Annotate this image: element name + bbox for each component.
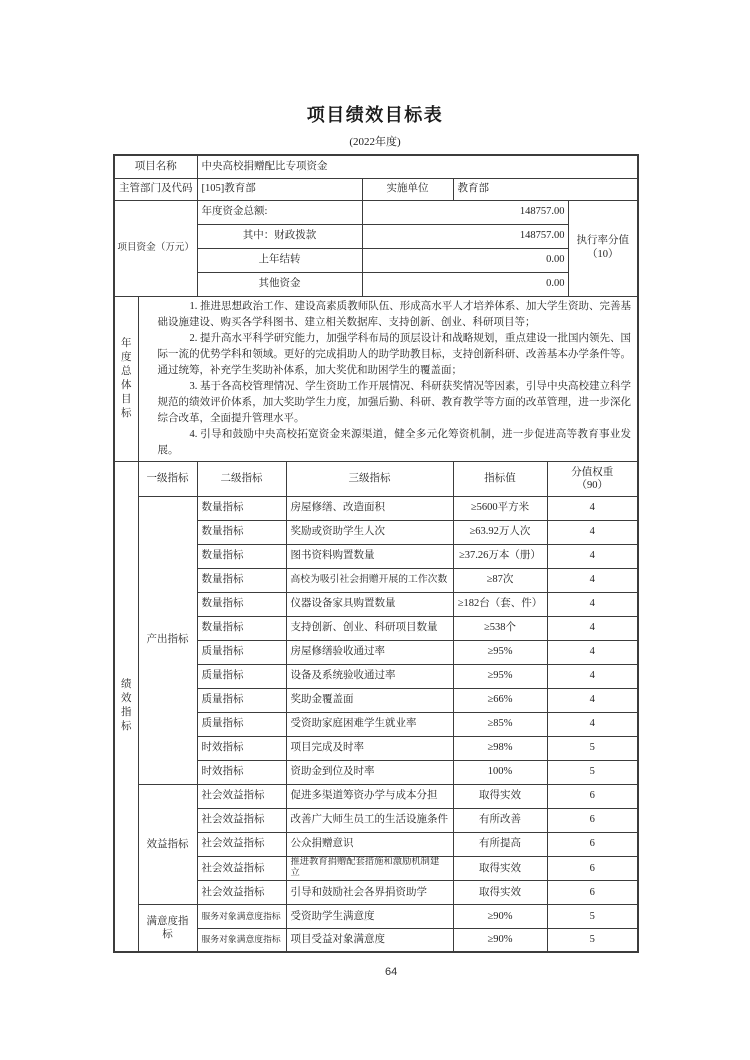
weight-cell: 6 (547, 808, 638, 832)
fund-value-carryover: 0.00 (362, 248, 568, 272)
level2-cell: 时效指标 (197, 736, 286, 760)
value-cell: ≥85% (453, 712, 547, 736)
department-value: [105]教育部 (197, 178, 362, 200)
value-cell: ≥98% (453, 736, 547, 760)
value-cell: 有所改善 (453, 808, 547, 832)
project-name-label: 项目名称 (114, 155, 197, 178)
impl-unit-label: 实施单位 (362, 178, 453, 200)
funds-label: 项目资金（万元） (114, 200, 197, 296)
level3-cell: 房屋修缮验收通过率 (286, 640, 453, 664)
level3-cell: 资助金到位及时率 (286, 760, 453, 784)
value-cell: ≥87次 (453, 568, 547, 592)
fund-value-fiscal: 148757.00 (362, 224, 568, 248)
level3-cell: 项目完成及时率 (286, 736, 453, 760)
level3-cell: 支持创新、创业、科研项目数量 (286, 616, 453, 640)
indicator-row (114, 496, 638, 520)
level3-cell: 促进多渠道筹资办学与成本分担 (286, 784, 453, 808)
weight-cell: 4 (547, 520, 638, 544)
indicator-header-row (114, 461, 638, 496)
project-name-value: 中央高校捐赠配比专项资金 (197, 155, 638, 178)
header-weight: 分值权重 （90） (547, 461, 638, 496)
weight-cell: 6 (547, 784, 638, 808)
department-label: 主管部门及代码 (114, 178, 197, 200)
value-cell: ≥63.92万人次 (453, 520, 547, 544)
execution-score-line2: （10） (587, 249, 619, 260)
level2-cell: 数量指标 (197, 568, 286, 592)
value-cell: ≥90% (453, 928, 547, 952)
level2-cell: 社会效益指标 (197, 856, 286, 880)
indicators-side-label: 绩效 指标 (114, 461, 138, 952)
fund-name-other: 其他资金 (197, 272, 362, 296)
level2-cell: 时效指标 (197, 760, 286, 784)
level3-cell: 公众捐赠意识 (286, 832, 453, 856)
weight-cell: 6 (547, 856, 638, 880)
level2-cell: 数量指标 (197, 520, 286, 544)
level2-cell: 数量指标 (197, 592, 286, 616)
level2-cell: 服务对象满意度指标 (197, 928, 286, 952)
weight-cell: 6 (547, 832, 638, 856)
value-cell: 取得实效 (453, 856, 547, 880)
level3-cell: 奖助金覆盖面 (286, 688, 453, 712)
weight-cell: 5 (547, 904, 638, 928)
weight-cell: 4 (547, 592, 638, 616)
fund-name-total: 年度资金总额: (197, 200, 362, 224)
level2-cell: 社会效益指标 (197, 808, 286, 832)
goal-paragraph-4: 4. 引导和鼓励中央高校拓宽资金来源渠道，健全多元化筹资机制，进一步促进高等教育事业发展。 (157, 428, 632, 456)
weight-cell: 4 (547, 688, 638, 712)
project-name-row (114, 155, 638, 178)
level2-cell: 服务对象满意度指标 (197, 904, 286, 928)
level2-cell: 质量指标 (197, 688, 286, 712)
level3-cell: 仪器设备家具购置数量 (286, 592, 453, 616)
performance-target-table (113, 154, 639, 953)
weight-cell: 4 (547, 616, 638, 640)
weight-cell: 5 (547, 928, 638, 952)
value-cell: 取得实效 (453, 784, 547, 808)
fund-name-fiscal: 其中：财政拨款 (197, 224, 362, 248)
level3-cell: 推进教育捐赠配套措施和激励机制建立 (286, 856, 453, 880)
weight-cell: 4 (547, 712, 638, 736)
weight-cell: 4 (547, 664, 638, 688)
level2-cell: 社会效益指标 (197, 880, 286, 904)
fund-row-total (114, 200, 638, 224)
weight-cell: 4 (547, 496, 638, 520)
level3-cell: 引导和鼓励社会各界捐资助学 (286, 880, 453, 904)
goal-paragraph-3: 3. 基于各高校管理情况、学生资助工作开展情况、科研获奖情况等因素，引导中央高校建立科学规范的绩效评价体系，加大奖助学生力度，加强后勤、科研、教育教学等方面的改革管理，进一步深化综合改革，全面提升管理水平。 (157, 380, 632, 424)
header-level3: 三级指标 (286, 461, 453, 496)
level2-cell: 质量指标 (197, 712, 286, 736)
header-value: 指标值 (453, 461, 547, 496)
value-cell: ≥5600平方米 (453, 496, 547, 520)
department-row (114, 178, 638, 200)
page-title: 项目绩效目标表 (306, 105, 444, 125)
level2-cell: 社会效益指标 (197, 832, 286, 856)
level3-cell: 房屋修缮、改造面积 (286, 496, 453, 520)
page-subtitle: (2022年度) (349, 136, 401, 148)
level2-cell: 数量指标 (197, 544, 286, 568)
impl-unit-value: 教育部 (453, 178, 638, 200)
level2-cell: 数量指标 (197, 496, 286, 520)
level2-cell: 质量指标 (197, 664, 286, 688)
group-satisfaction: 满意度指标 (138, 904, 197, 952)
value-cell: ≥37.26万本（册） (453, 544, 547, 568)
level3-cell: 改善广大师生员工的生活设施条件 (286, 808, 453, 832)
weight-cell: 6 (547, 880, 638, 904)
header-level1: 一级指标 (138, 461, 197, 496)
fund-name-carryover: 上年结转 (197, 248, 362, 272)
value-cell: ≥90% (453, 904, 547, 928)
value-cell: ≥66% (453, 688, 547, 712)
weight-cell: 4 (547, 568, 638, 592)
indicator-row (114, 904, 638, 928)
level3-cell: 受资助学生满意度 (286, 904, 453, 928)
goal-paragraph-1: 1. 推进思想政治工作、建设高素质教师队伍、形成高水平人才培养体系、加大学生资助、完善基础设施建设、购买各学科图书、建立相关数据库、支持创新、创业、科研项目等； (157, 300, 632, 328)
value-cell: ≥95% (453, 664, 547, 688)
level2-cell: 数量指标 (197, 616, 286, 640)
annual-goal-row (114, 296, 638, 461)
fund-value-total: 148757.00 (362, 200, 568, 224)
annual-goal-text (138, 296, 638, 461)
level3-cell: 项目受益对象满意度 (286, 928, 453, 952)
weight-cell: 5 (547, 760, 638, 784)
level3-cell: 受资助家庭困难学生就业率 (286, 712, 453, 736)
execution-score-line1: 执行率分值 (576, 235, 630, 246)
value-cell: ≥538个 (453, 616, 547, 640)
value-cell: ≥182台（套、件） (453, 592, 547, 616)
annual-goal-label: 年度 总体 目标 (114, 296, 138, 461)
level2-cell: 社会效益指标 (197, 784, 286, 808)
indicator-row (114, 784, 638, 808)
header-level2: 二级指标 (197, 461, 286, 496)
weight-cell: 4 (547, 544, 638, 568)
level3-cell: 设备及系统验收通过率 (286, 664, 453, 688)
weight-cell: 4 (547, 640, 638, 664)
level3-cell: 奖励或资助学生人次 (286, 520, 453, 544)
goal-paragraph-2: 2. 提升高水平科学研究能力，加强学科布局的顶层设计和战略规划，重点建设一批国内领先、国际一流的优势学科和领域。更好的完成捐助人的助学助教目标，支持创新科研、改善基本办学条件等。通过统筹，补充学生奖助补体系，加大奖优和助困学生的覆盖面； (157, 332, 632, 376)
execution-score-label (568, 200, 638, 296)
page-number: 64 (385, 966, 398, 978)
value-cell: ≥95% (453, 640, 547, 664)
level3-cell: 图书资料购置数量 (286, 544, 453, 568)
level2-cell: 质量指标 (197, 640, 286, 664)
level3-cell: 高校为吸引社会捐赠开展的工作次数 (286, 568, 453, 592)
group-benefit: 效益指标 (138, 784, 197, 904)
value-cell: 有所提高 (453, 832, 547, 856)
value-cell: 100% (453, 760, 547, 784)
value-cell: 取得实效 (453, 880, 547, 904)
group-output: 产出指标 (138, 496, 197, 784)
fund-value-other: 0.00 (362, 272, 568, 296)
weight-cell: 5 (547, 736, 638, 760)
